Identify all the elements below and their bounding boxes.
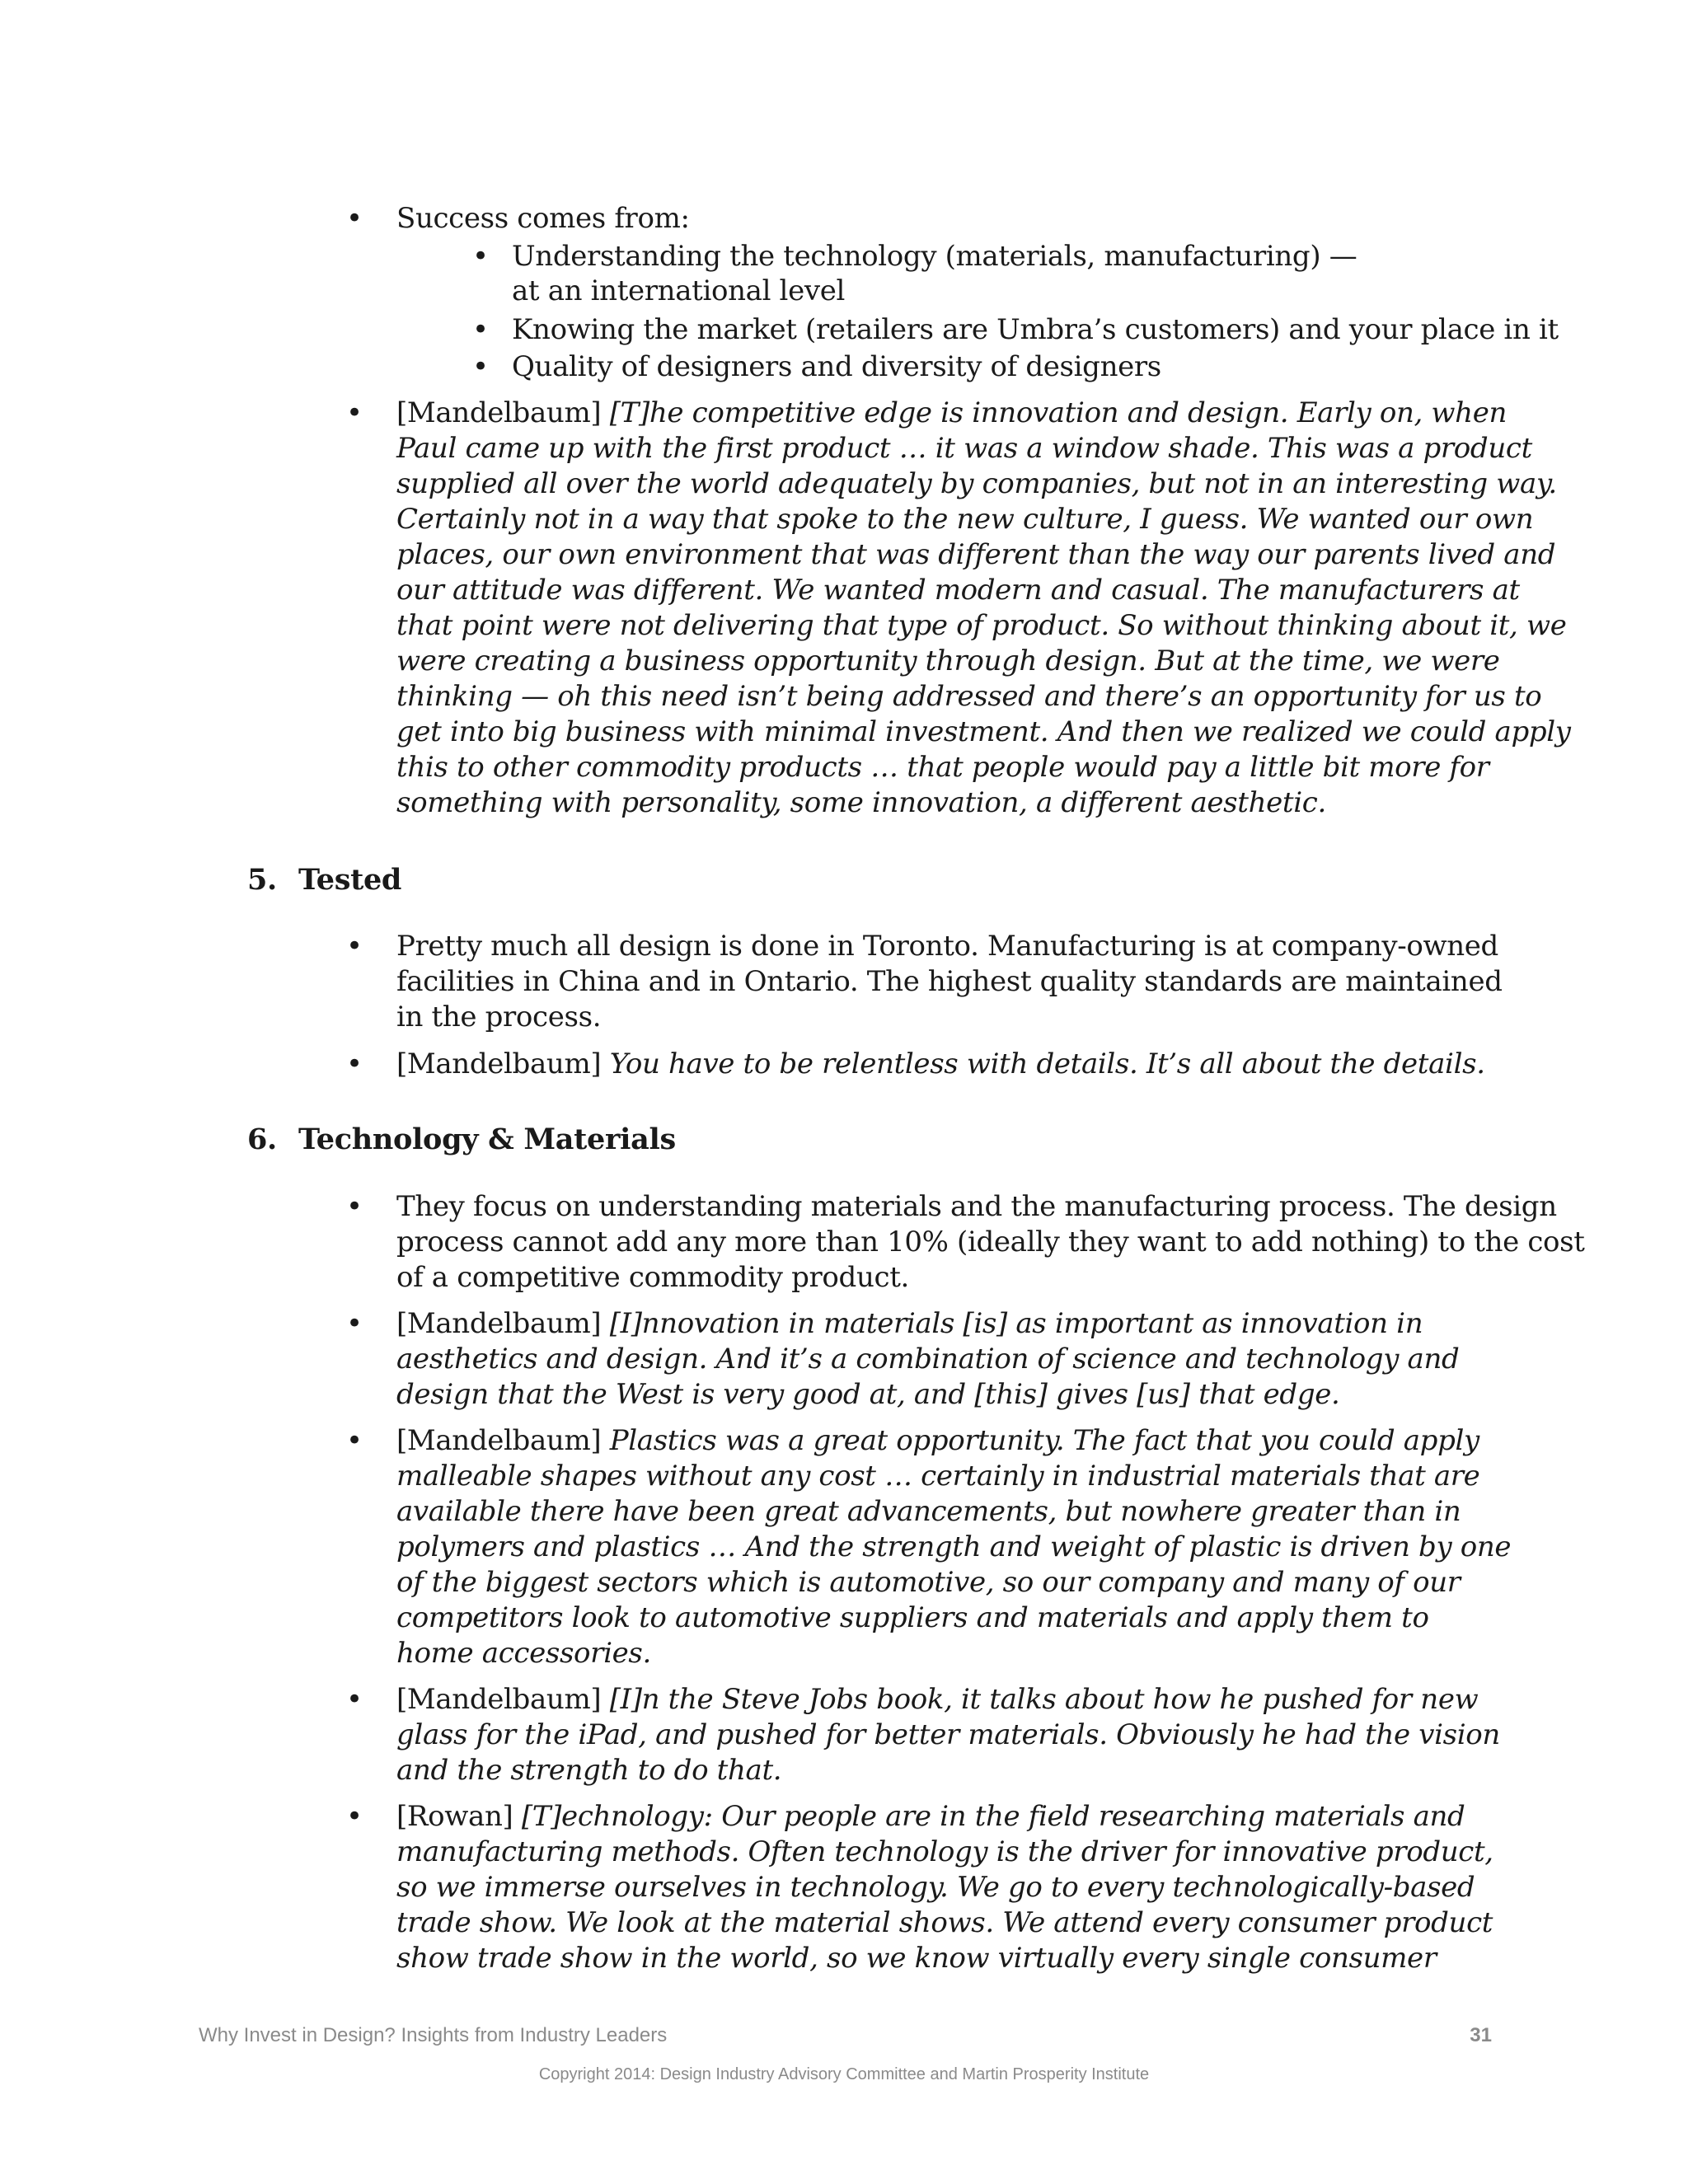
s6-quote-d-line-3: so we immerse ourselves in technology. We go to every technologically-based [396,1871,1475,1904]
s5-para-line-1: Pretty much all design is done in Toronto. Manufacturing is at company-owned [396,930,1498,963]
success-sub-item-3: Quality of designers and diversity of designers [512,350,1161,383]
s5-quote-text: You have to be relentless with details. It’s all about the details. [609,1047,1485,1080]
page-number: 31 [1470,2024,1492,2046]
s6-quote-d-line-4: trade show. We look at the material shows. We attend every consumer product [396,1906,1493,1939]
s6-quote-a-line-1 [396,1306,1423,1342]
s6-quote-b-line-6: competitors look to automotive suppliers and materials and apply them to [396,1601,1429,1634]
s5-para-line-3: in the process. [396,1001,602,1033]
s6-quote-b-line-4: polymers and plastics … And the strength and weight of plastic is driven by one [396,1530,1512,1563]
s6-para-line-3: of a competitive commodity product. [396,1261,909,1294]
bullet-sub-1: • [472,240,490,273]
s6-quote-b-line-7: home accessories. [396,1637,651,1670]
quote-1-line-12: something with personality, some innovation, a different aesthetic. [396,786,1326,819]
s6-quote-b-line-2: malleable shapes without any cost … certainly in industrial materials that are [396,1460,1480,1493]
s5-quote-speaker: [Mandelbaum] [396,1047,602,1080]
s6-para-line-2: process cannot add any more than 10% (ideally they want to add nothing) to the cost [396,1226,1585,1258]
footer-title: Why Invest in Design? Insights from Industry Leaders [199,2024,668,2046]
section-6-title: Technology & Materials [298,1122,676,1156]
s6-quote-c-line-3: and the strength to do that. [396,1754,782,1787]
s6-quote-d-line-5: show trade show in the world, so we know virtually every single consumer [396,1942,1437,1975]
section-5-title: Tested [298,863,402,897]
quote-1-line-1 [396,396,1507,431]
bullet-s5-para: • [346,930,363,963]
bullet-s6-quote-c: • [346,1683,363,1716]
section-6-number: 6. [247,1122,277,1156]
bullet-s6-quote-a: • [346,1307,363,1340]
s6-quote-b-line-3: available there have been great advancements, but nowhere greater than in [396,1495,1461,1528]
s6-quote-a-line-2: aesthetics and design. And it’s a combination of science and technology and [396,1343,1460,1376]
s6-quote-d-text-1: [T]echnology: Our people are in the field researching materials and [521,1800,1465,1833]
bullet-sub-2: • [472,313,490,346]
quote-1-line-8: were creating a business opportunity through design. But at the time, we were [396,644,1500,677]
quote-1-line-7: that point were not delivering that type of product. So without thinking about it, we [396,609,1567,642]
s6-quote-a-speaker: [Mandelbaum] [396,1307,602,1340]
s6-quote-d-line-1 [396,1799,1465,1835]
bullet-s6-para: • [346,1190,363,1223]
quote-1-line-10: get into big business with minimal investment. And then we realized we could apply [396,715,1571,748]
s6-quote-a-line-3: design that the West is very good at, and [this] gives [us] that edge. [396,1378,1340,1411]
section-5-number: 5. [247,863,277,897]
bullet-s5-quote: • [346,1047,363,1080]
s6-quote-c-speaker: [Mandelbaum] [396,1683,602,1716]
copyright-notice: Copyright 2014: Design Industry Advisory Committee and Martin Prosperity Institute [538,2065,1150,2083]
success-intro: Success comes from: [396,202,690,235]
bullet-s6-quote-d: • [346,1800,363,1833]
s5-para-line-2: facilities in China and in Ontario. The highest quality standards are maintained [396,965,1503,998]
s6-quote-b-speaker: [Mandelbaum] [396,1424,602,1457]
quote-1-line-9: thinking — oh this need isn’t being addressed and there’s an opportunity for us to [396,680,1542,713]
success-sub-item-1-line-1: Understanding the technology (materials, manufacturing) — [512,240,1357,273]
s6-quote-d-line-2: manufacturing methods. Often technology is the driver for innovative product, [396,1835,1493,1868]
quote-1-line-11: this to other commodity products … that people would pay a little bit more for [396,751,1489,784]
s6-quote-b-line-1 [396,1423,1479,1459]
bullet-quote-1: • [346,396,363,429]
s6-quote-a-text-1: [I]nnovation in materials [is] as important as innovation in [609,1307,1423,1340]
s6-quote-c-text-1: [I]n the Steve Jobs book, it talks about how he pushed for new [609,1683,1479,1716]
s6-para-line-1: They focus on understanding materials and the manufacturing process. The design [396,1190,1557,1223]
quote-1-line-5: places, our own environment that was different than the way our parents lived and [396,538,1556,571]
bullet-sub-3: • [472,350,490,383]
quote-1-line-6: our attitude was different. We wanted modern and casual. The manufacturers at [396,574,1520,607]
quote-1-line-2: Paul came up with the first product … it was a window shade. This was a product [396,432,1532,465]
quote-1-line-4: Certainly not in a way that spoke to the new culture, I guess. We wanted our own [396,503,1534,536]
s6-quote-b-text-1: Plastics was a great opportunity. The fact that you could apply [609,1424,1479,1457]
quote-1-text-1: [T]he competitive edge is innovation and design. Early on, when [609,396,1507,429]
s6-quote-b-line-5: of the biggest sectors which is automotive, so our company and many of our [396,1566,1461,1599]
s6-quote-c-line-2: glass for the iPad, and pushed for better materials. Obviously he had the vision [396,1718,1500,1751]
bullet-success: • [346,202,363,235]
s5-quote-line [396,1047,1485,1082]
success-sub-item-1-line-2: at an international level [512,274,845,307]
bullet-s6-quote-b: • [346,1424,363,1457]
s6-quote-d-speaker: [Rowan] [396,1800,513,1833]
quote-1-speaker: [Mandelbaum] [396,396,602,429]
success-sub-item-2: Knowing the market (retailers are Umbra’s customers) and your place in it [512,313,1559,346]
s6-quote-c-line-1 [396,1682,1478,1718]
quote-1-line-3: supplied all over the world adequately by companies, but not in an interesting way. [396,467,1557,500]
